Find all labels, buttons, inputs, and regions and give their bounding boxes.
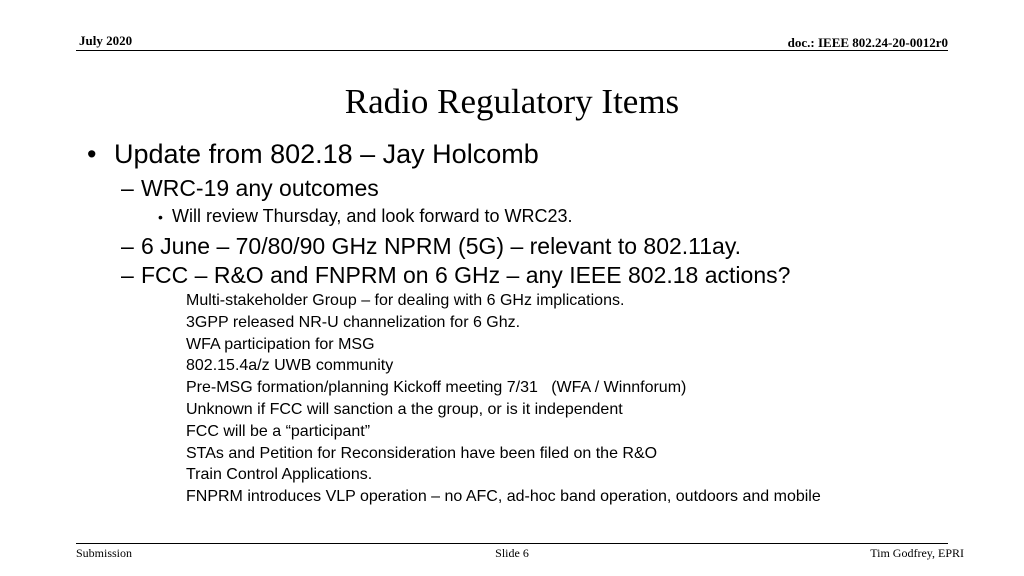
note-line: Pre-MSG formation/planning Kickoff meeting 7/31 (WFA / Winnforum)	[186, 379, 687, 397]
footer-slide-number: Slide 6	[495, 546, 529, 560]
bullet-main-text: Update from 802.18 – Jay Holcomb	[114, 139, 539, 169]
footer-divider	[76, 543, 948, 544]
note-line: WFA participation for MSG	[186, 335, 375, 353]
note-line: FNPRM introduces VLP operation – no AFC, ad-hoc band operation, outdoors and mobile	[186, 488, 821, 506]
notes-list	[186, 290, 821, 508]
header-date: July 2020	[79, 33, 133, 48]
bullet-sub-2-text: 6 June – 70/80/90 GHz NPRM (5G) – relevant to 802.11ay.	[141, 233, 742, 259]
dash-icon: –	[121, 262, 134, 288]
bullet-sub-2	[121, 233, 741, 260]
bullet-sub-1	[121, 175, 379, 202]
dash-icon: –	[121, 175, 134, 201]
header-divider	[76, 50, 948, 51]
bullet-sub-1-text: WRC-19 any outcomes	[141, 175, 379, 201]
bullet-sub-1-detail-text: Will review Thursday, and look forward to WRC23.	[172, 206, 573, 226]
note-line: Unknown if FCC will sanction a the group, or is it independent	[186, 400, 623, 418]
header-doc-id: doc.: IEEE 802.24-20-0012r0	[787, 35, 948, 50]
bullet-dot-icon: •	[158, 209, 163, 225]
footer-author: Tim Godfrey, EPRI	[870, 546, 964, 560]
slide-title: Radio Regulatory Items	[344, 82, 680, 121]
note-line: Multi-stakeholder Group – for dealing with 6 GHz implications.	[186, 292, 625, 309]
bullet-sub-3	[121, 262, 790, 289]
note-line: 3GPP released NR-U channelization for 6 Ghz.	[186, 313, 521, 331]
bullet-sub-3-text: FCC – R&O and FNPRM on 6 GHz – any IEEE 802.18 actions?	[141, 262, 791, 288]
bullet-sub-1-detail	[158, 206, 572, 227]
bullet-dot-icon: •	[87, 139, 97, 169]
note-line: FCC will be a “participant”	[186, 422, 371, 440]
note-line: Train Control Applications.	[186, 466, 373, 484]
dash-icon: –	[121, 233, 134, 259]
footer-submission: Submission	[76, 546, 133, 560]
note-line: STAs and Petition for Reconsideration have been filed on the R&O	[186, 444, 658, 462]
bullet-main	[87, 139, 539, 170]
note-line: 802.15.4a/z UWB community	[186, 357, 394, 375]
